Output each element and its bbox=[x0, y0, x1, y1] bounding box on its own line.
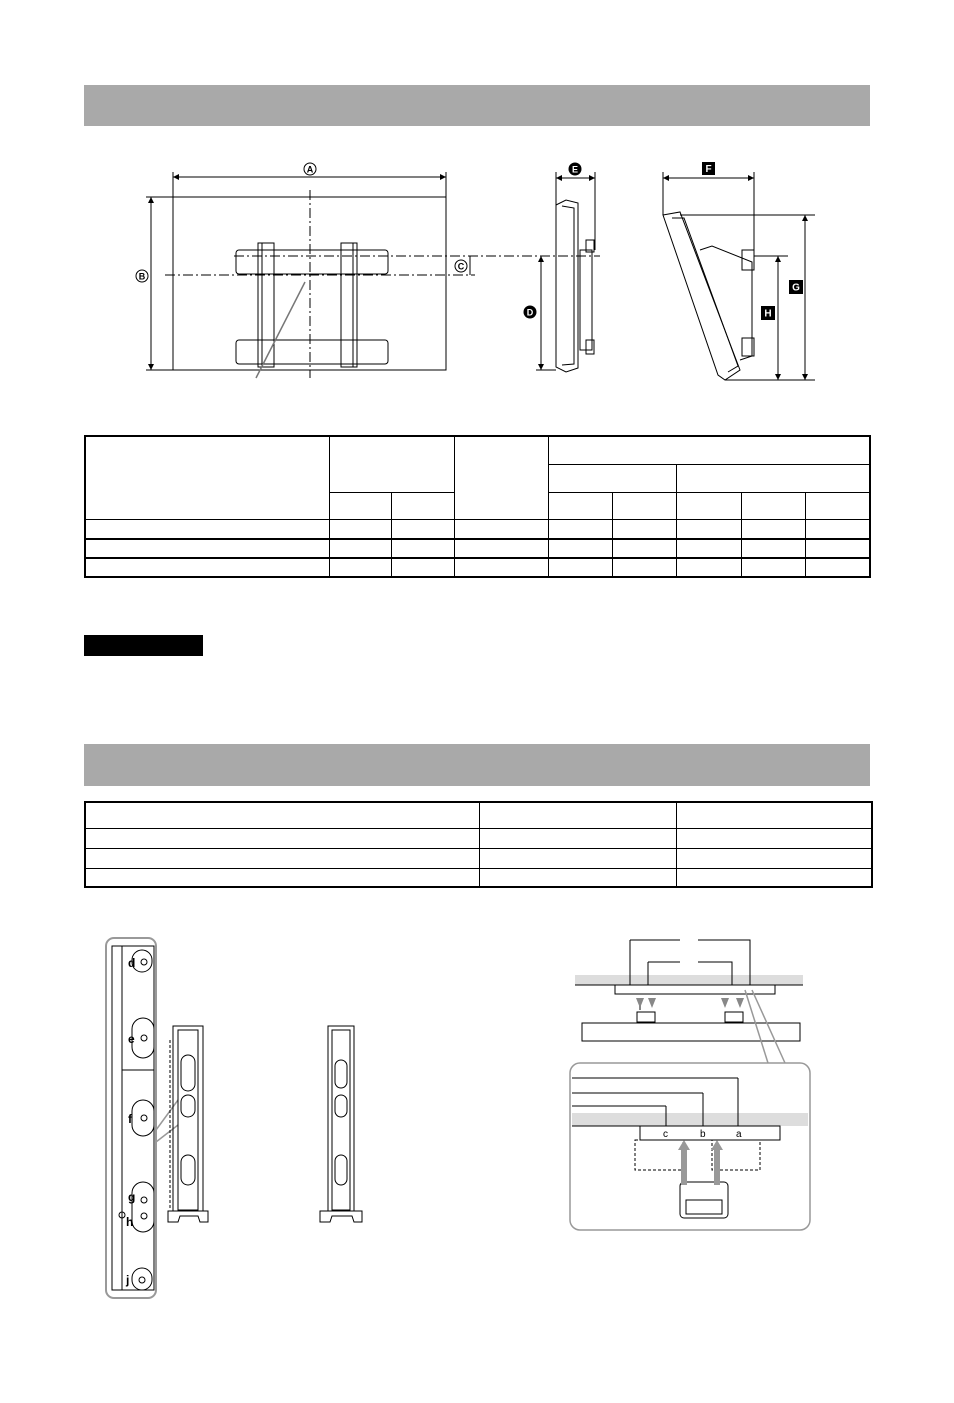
rail-part-labels bbox=[663, 1129, 742, 1140]
part-label-h: h bbox=[126, 1215, 134, 1229]
table-row bbox=[85, 539, 870, 558]
part-label-f: f bbox=[128, 1112, 132, 1126]
table-row bbox=[85, 436, 870, 464]
part-label-d: d bbox=[128, 956, 136, 970]
side-view-display bbox=[556, 200, 578, 372]
label-c-marker bbox=[455, 260, 467, 272]
table-row bbox=[85, 868, 872, 887]
part-label-e: e bbox=[128, 1032, 135, 1046]
label-a: A bbox=[306, 164, 314, 175]
label-a-marker bbox=[304, 163, 316, 175]
label-h-marker bbox=[761, 306, 775, 320]
bracket-detail-panel bbox=[106, 938, 156, 1298]
table-row bbox=[85, 802, 872, 828]
dimensions-table bbox=[84, 435, 871, 578]
label-b-marker bbox=[136, 270, 148, 282]
dimension-drawing bbox=[0, 0, 954, 420]
table-row bbox=[85, 828, 872, 848]
table-row bbox=[85, 848, 872, 868]
part-label-j: j bbox=[126, 1273, 130, 1287]
bracket-part-labels bbox=[125, 956, 135, 1287]
label-f: F bbox=[705, 164, 712, 175]
label-e-marker bbox=[569, 163, 582, 176]
parts-table bbox=[84, 801, 873, 888]
label-f-marker bbox=[702, 162, 715, 175]
section-header-band-2 bbox=[84, 744, 870, 786]
label-c: C bbox=[457, 261, 465, 272]
part-label-g: g bbox=[128, 1190, 136, 1204]
label-b: B bbox=[138, 271, 146, 282]
part-label-b: b bbox=[700, 1129, 706, 1140]
bracket-right-view bbox=[328, 1026, 354, 1211]
bracket-left-view bbox=[173, 1026, 203, 1211]
zoom-detail-panel bbox=[570, 1063, 810, 1230]
tilted-view-display bbox=[663, 212, 740, 380]
label-d: D bbox=[526, 307, 534, 318]
part-label-c: c bbox=[663, 1129, 668, 1140]
note-heading-bar bbox=[84, 635, 203, 656]
table-row bbox=[85, 558, 870, 577]
label-g-marker bbox=[789, 280, 803, 294]
table-row bbox=[85, 519, 870, 539]
label-e: E bbox=[571, 164, 579, 175]
label-h: H bbox=[764, 308, 772, 320]
wall-rail bbox=[575, 975, 803, 985]
part-label-a: a bbox=[736, 1129, 742, 1140]
label-d-marker bbox=[524, 306, 537, 319]
label-g: G bbox=[792, 282, 800, 294]
